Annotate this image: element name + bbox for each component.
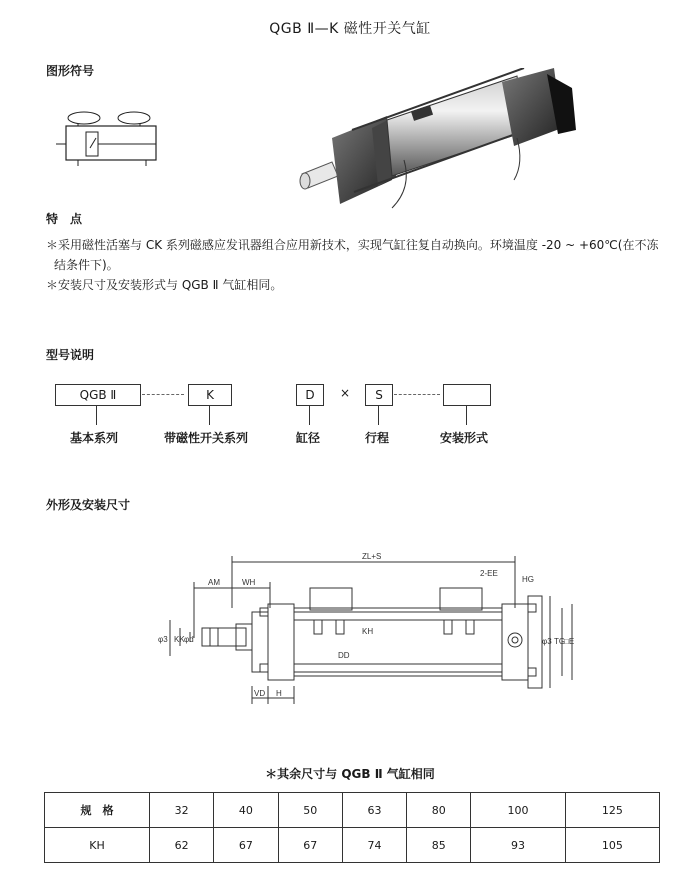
model-dash-2 xyxy=(394,394,440,396)
table-row-label: KH xyxy=(45,828,150,863)
model-leader-5 xyxy=(466,405,467,425)
model-dash-1 xyxy=(142,394,184,396)
table-cell: 63 xyxy=(342,793,406,828)
spec-table xyxy=(44,792,660,863)
dimension-note: ＊其余尺寸与 QGB Ⅱ 气缸相同 xyxy=(265,767,435,781)
table-cell: 67 xyxy=(278,828,342,863)
table-cell: 80 xyxy=(407,793,471,828)
dim-ee: 2-EE xyxy=(480,569,498,578)
table-cell: 125 xyxy=(565,793,659,828)
label-basic-series: 基本系列 xyxy=(70,431,119,445)
dim-e: □E xyxy=(564,637,575,646)
table-cell: 40 xyxy=(214,793,278,828)
model-box-s: S xyxy=(365,384,393,406)
model-leader-1 xyxy=(96,405,97,425)
dim-d4: φd xyxy=(184,635,194,644)
table-header-label: 规 格 xyxy=(45,793,150,828)
symbol-heading: 图形符号 xyxy=(46,64,95,78)
label-stroke: 行程 xyxy=(365,431,390,445)
model-leader-3 xyxy=(309,405,310,425)
page-title: QGB Ⅱ—K 磁性开关气缸 xyxy=(269,21,431,37)
model-leader-2 xyxy=(209,405,210,425)
model-box-k: K xyxy=(188,384,232,406)
table-row xyxy=(45,793,660,828)
model-times: × xyxy=(340,386,351,400)
model-box-d: D xyxy=(296,384,324,406)
dim-d3-left: φ3 xyxy=(158,635,168,644)
feature-line-2: 结条件下)。 xyxy=(54,258,119,272)
table-cell: 93 xyxy=(471,828,565,863)
features-heading: 特 点 xyxy=(46,212,83,226)
cylinder-photo xyxy=(292,68,592,218)
outline-heading: 外形及安装尺寸 xyxy=(46,498,131,512)
table-cell: 74 xyxy=(342,828,406,863)
dim-kh: KH xyxy=(362,627,374,636)
dim-overall: ZL+S xyxy=(362,552,382,561)
dim-hg: HG xyxy=(522,575,534,584)
table-cell: 67 xyxy=(214,828,278,863)
table-cell: 100 xyxy=(471,793,565,828)
table-cell: 105 xyxy=(565,828,659,863)
graphic-symbol xyxy=(56,108,166,168)
dim-dd: DD xyxy=(338,651,350,660)
label-magnetic-series: 带磁性开关系列 xyxy=(164,431,249,445)
label-mount: 安装形式 xyxy=(440,431,489,445)
model-box-series: QGB Ⅱ xyxy=(55,384,141,406)
dim-am: AM xyxy=(208,578,220,587)
table-cell: 50 xyxy=(278,793,342,828)
model-box-mount xyxy=(443,384,491,406)
table-cell: 32 xyxy=(150,793,214,828)
model-leader-4 xyxy=(378,405,379,425)
dim-vd: VD xyxy=(254,689,266,698)
label-bore: 缸径 xyxy=(296,431,321,445)
outline-drawing xyxy=(150,548,580,708)
dim-tg: TG xyxy=(554,637,566,646)
table-cell: 85 xyxy=(407,828,471,863)
dim-kk: KK xyxy=(174,635,185,644)
model-heading: 型号说明 xyxy=(46,348,95,362)
feature-line-1: ＊采用磁性活塞与 CK 系列磁感应发讯器组合应用新技术，实现气缸往复自动换向。环境温度 -20 ~ +60℃(在不冻 xyxy=(46,238,659,252)
dim-wh: WH xyxy=(242,578,256,587)
table-cell: 62 xyxy=(150,828,214,863)
dim-d3-right: φ3 xyxy=(542,637,552,646)
table-row xyxy=(45,828,660,863)
feature-line-3: ＊安装尺寸及安装形式与 QGB Ⅱ 气缸相同。 xyxy=(46,278,283,292)
dim-h: H xyxy=(276,689,282,698)
